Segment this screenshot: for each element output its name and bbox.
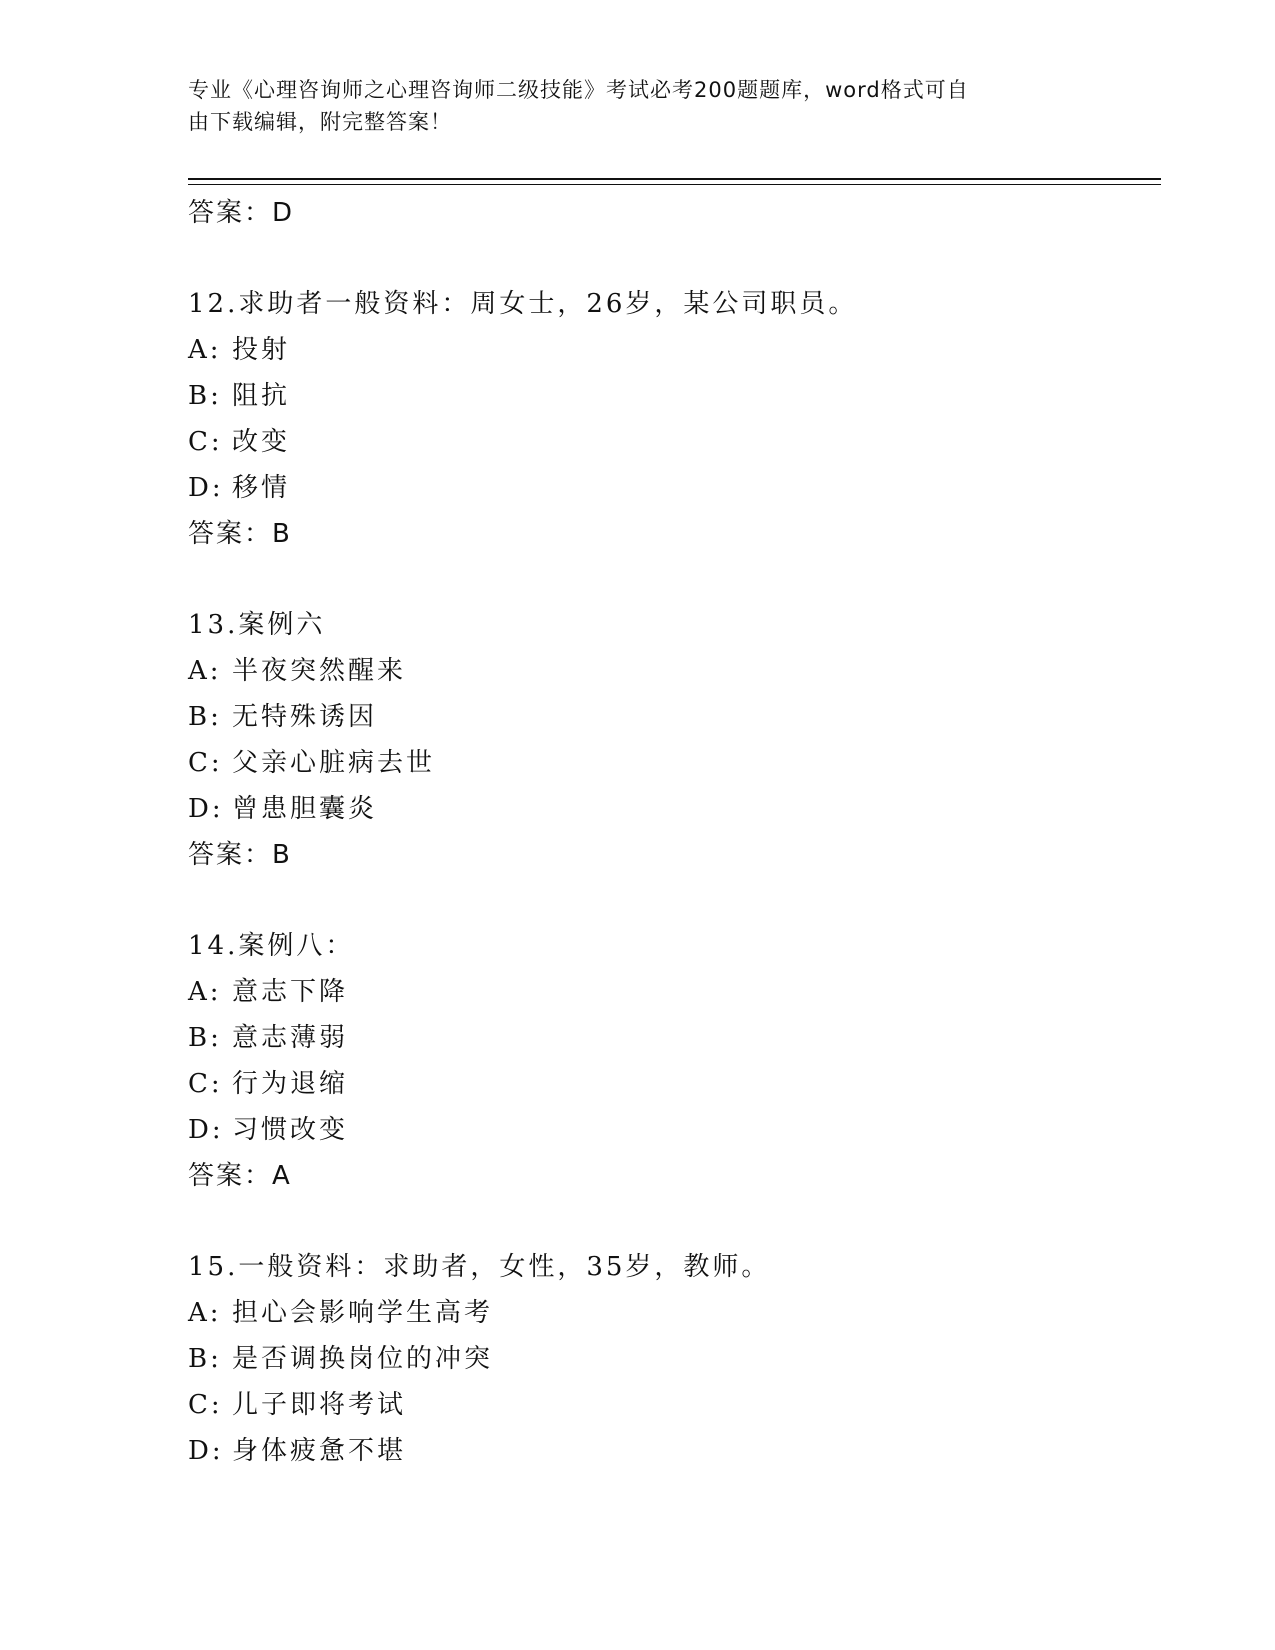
option-letter: B:: [188, 1344, 222, 1374]
option-letter: A:: [188, 1298, 222, 1328]
option-letter: A:: [188, 977, 222, 1007]
option-letter: C:: [188, 427, 223, 457]
option-text: 半夜突然醒来: [232, 656, 407, 686]
option-text: 投射: [232, 335, 291, 365]
question-stem: 13.案例六: [188, 610, 326, 640]
header-line-1: 专业《心理咨询师之心理咨询师二级技能》考试必考200题题库，word格式可自: [188, 78, 969, 102]
option-letter: A:: [188, 656, 222, 686]
option-text: 行为退缩: [232, 1069, 349, 1099]
option-letter: D:: [188, 1436, 224, 1466]
option-letter: A:: [188, 335, 222, 365]
option-c: [188, 419, 1161, 465]
option-d: [188, 1428, 1161, 1474]
option-c: [188, 1382, 1161, 1428]
option-letter: B:: [188, 1023, 222, 1053]
document-header: [188, 74, 1088, 138]
question-list: [188, 190, 1161, 1474]
answer-line: 答案：D: [188, 198, 295, 228]
option-b: [188, 373, 1161, 419]
answer-line: 答案：B: [188, 519, 292, 549]
option-letter: B:: [188, 702, 222, 732]
option-letter: D:: [188, 794, 224, 824]
header-line-2: 由下载编辑，附完整答案！: [188, 110, 452, 134]
option-text: 意志薄弱: [232, 1023, 349, 1053]
answer-line: 答案：B: [188, 840, 292, 870]
option-c: [188, 1061, 1161, 1107]
option-text: 意志下降: [232, 977, 349, 1007]
option-d: [188, 1107, 1161, 1153]
option-d: [188, 786, 1161, 832]
question-stem: 12.求助者一般资料：周女士，26岁，某公司职员。: [188, 289, 858, 319]
option-letter: D:: [188, 1115, 224, 1145]
question-stem: 14.案例八：: [188, 931, 355, 961]
option-d: [188, 465, 1161, 511]
option-letter: B:: [188, 381, 222, 411]
option-b: [188, 1015, 1161, 1061]
block-spacer: [188, 878, 1161, 923]
question-block: [188, 1244, 1161, 1474]
option-a: [188, 1290, 1161, 1336]
option-text: 习惯改变: [232, 1115, 349, 1145]
option-text: 无特殊诱因: [232, 702, 378, 732]
option-text: 阻抗: [232, 381, 291, 411]
question-block: [188, 281, 1161, 557]
question-block: [188, 923, 1161, 1199]
answer-line: 答案：A: [188, 1161, 292, 1191]
option-letter: C:: [188, 1069, 223, 1099]
option-text: 身体疲惫不堪: [232, 1436, 407, 1466]
header-divider-thin: [188, 184, 1161, 185]
option-text: 儿子即将考试: [232, 1390, 407, 1420]
block-spacer: [188, 236, 1161, 281]
option-text: 移情: [232, 473, 291, 503]
question-stem: 15.一般资料：求助者，女性，35岁，教师。: [188, 1252, 771, 1282]
option-b: [188, 694, 1161, 740]
block-spacer: [188, 1199, 1161, 1244]
block-spacer: [188, 557, 1161, 602]
option-text: 曾患胆囊炎: [232, 794, 378, 824]
header-divider-thick: [188, 178, 1161, 180]
option-text: 父亲心脏病去世: [232, 748, 436, 778]
option-b: [188, 1336, 1161, 1382]
option-text: 担心会影响学生高考: [232, 1298, 494, 1328]
question-block: [188, 602, 1161, 878]
option-text: 是否调换岗位的冲突: [232, 1344, 494, 1374]
option-letter: C:: [188, 1390, 223, 1420]
option-letter: D:: [188, 473, 224, 503]
option-c: [188, 740, 1161, 786]
option-letter: C:: [188, 748, 223, 778]
option-text: 改变: [232, 427, 291, 457]
option-a: [188, 648, 1161, 694]
option-a: [188, 969, 1161, 1015]
option-a: [188, 327, 1161, 373]
